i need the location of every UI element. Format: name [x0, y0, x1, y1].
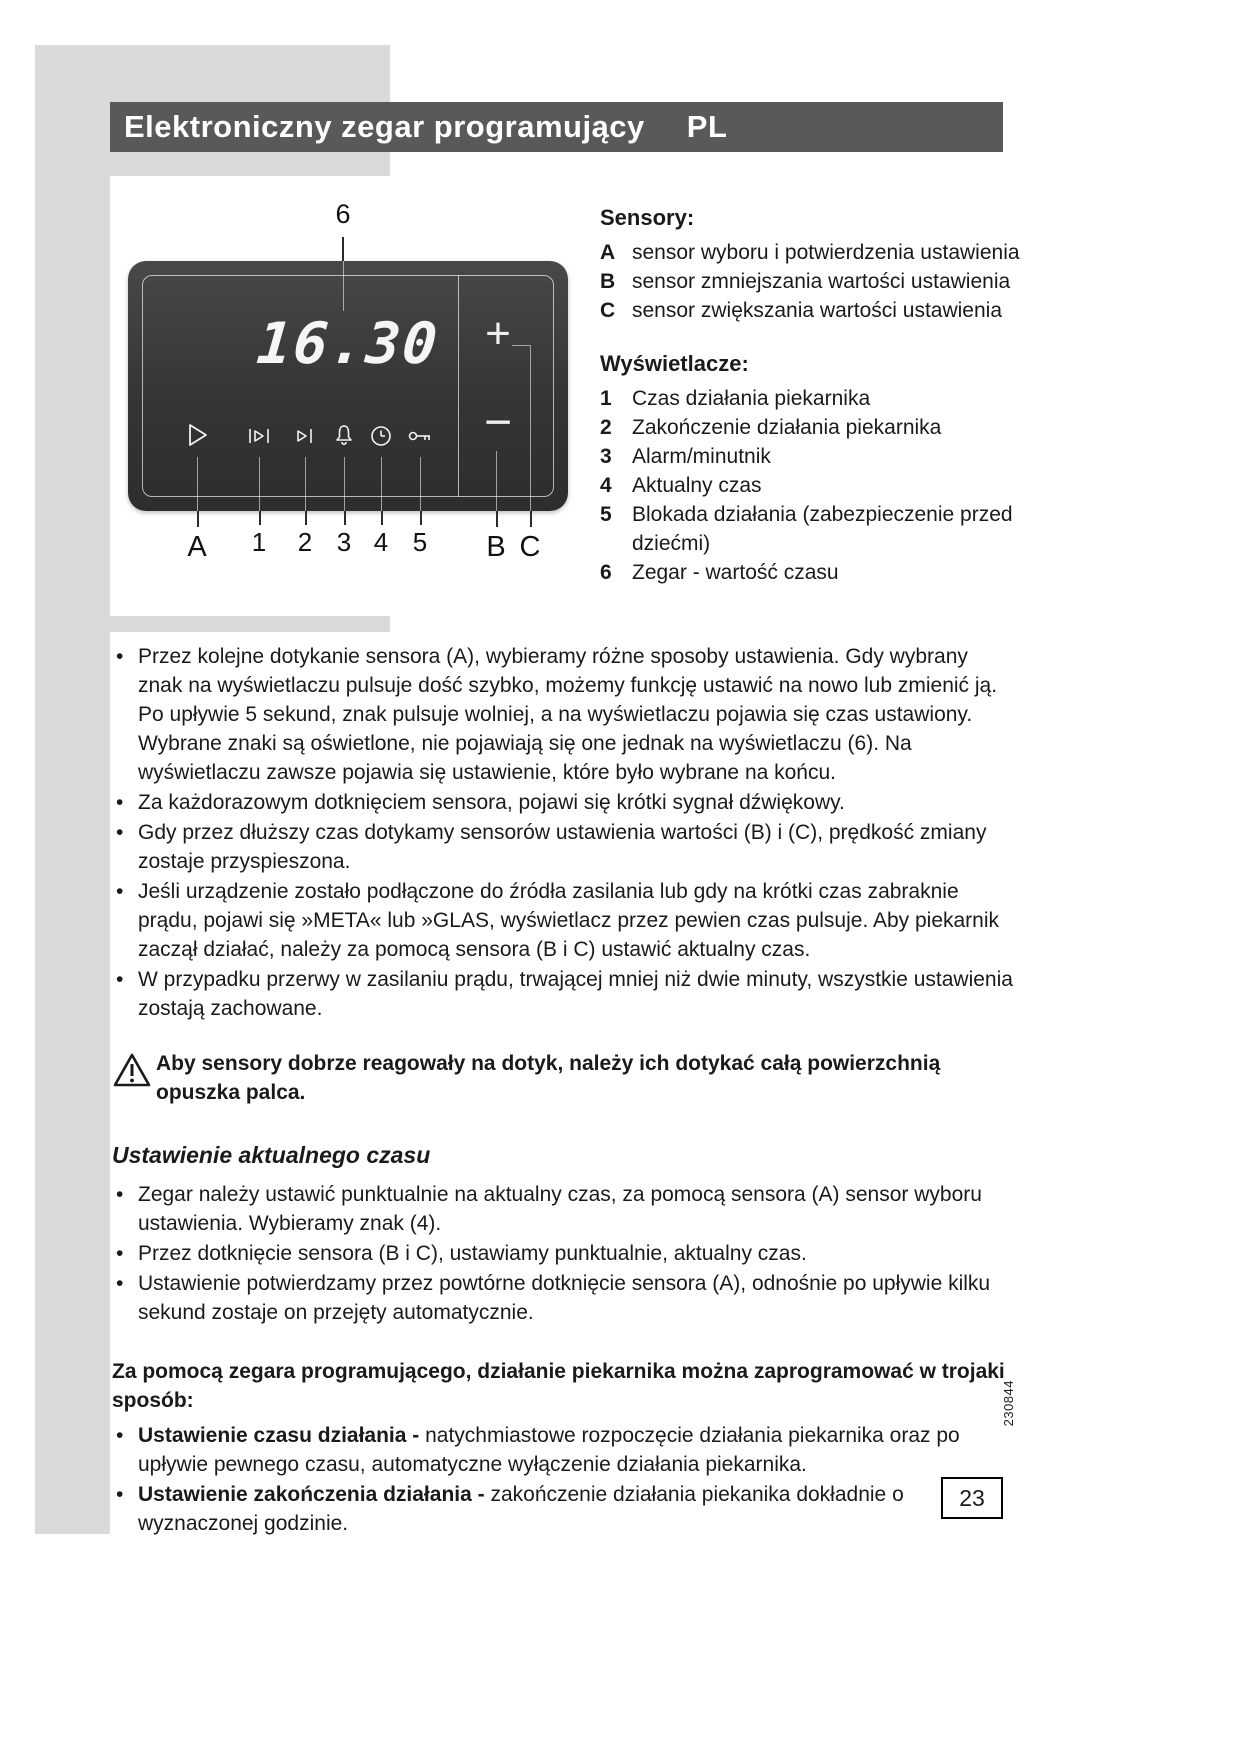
minus-sensor-b: −: [483, 396, 513, 449]
legend-text: Zakończenie działania piekarnika: [632, 416, 942, 439]
legend-row: [600, 238, 1035, 267]
legend-key: C: [600, 299, 616, 322]
display-divider-line: [458, 275, 459, 497]
legend-row: [600, 471, 1035, 500]
callout-line: [512, 345, 530, 346]
legend-key: 2: [600, 416, 612, 439]
callout-line: [342, 237, 344, 261]
legend-key: 5: [600, 503, 612, 526]
callout-line: [381, 511, 383, 525]
body-text-column: [112, 642, 1014, 1539]
legend-text: Blokada działania (zabezpieczenie przed dziećmi): [632, 503, 1013, 555]
callout-line: [381, 457, 382, 511]
legend-row: [600, 384, 1035, 413]
page-title: Elektroniczny zegar programujący: [124, 109, 645, 144]
legend-key: 6: [600, 561, 612, 584]
warning-text: Aby sensory dobrze reagowały na dotyk, należy ich dotykać całą powierzchnią opuszka palca.: [156, 1052, 941, 1104]
list-item: [112, 1239, 1014, 1268]
callout-line: [343, 261, 344, 311]
language-tag: PL: [686, 109, 728, 144]
plus-sensor-c: +: [485, 309, 511, 358]
callout-label-1: 1: [251, 527, 267, 557]
list-item: [112, 965, 1014, 1023]
alarm-icon: [332, 422, 356, 448]
bullet-marker: •: [116, 1242, 124, 1265]
list-item: [112, 1421, 1014, 1479]
bullet-marker: •: [116, 1183, 124, 1206]
legend-key: B: [600, 270, 616, 293]
bullet-marker: •: [116, 821, 124, 844]
callout-line: [530, 345, 531, 511]
callout-line: [305, 457, 306, 511]
legend-text: Aktualny czas: [632, 474, 762, 497]
list-item: [112, 642, 1014, 787]
list-item: [112, 818, 1014, 876]
bullet-text: [138, 1421, 1014, 1479]
legend-row: [600, 267, 1035, 296]
clock-icon: [368, 423, 394, 449]
legend-key: 4: [600, 474, 612, 497]
callout-label-4: 4: [373, 527, 389, 557]
callout-line: [496, 451, 497, 511]
bullet-rest: zakończenie działania piekanika dokładnie o wyznaczonej godzinie.: [138, 1483, 904, 1535]
bullet-text: Przez kolejne dotykanie sensora (A), wybieramy różne sposoby ustawienia. Gdy wybrany znak na wyświetlaczu pulsuje dość szybko, możemy funkcję ustawić na nowo lub zmienić ją. Po upływie 5 sekund, znak pulsuje wolniej, a na wyświetlaczu pojawia się czas ustawiony. Wybrane znaki są oświetlone, nie pojawiają się one jednak na wyświetlaczu (6). Na wyświetlaczu zawsze pojawia się ustawienie, które było wybrane na końcu.: [138, 645, 998, 784]
page-number: 23: [959, 1484, 985, 1511]
legend-row: [600, 296, 1035, 325]
bullet-text: Przez dotknięcie sensora (B i C), ustawiamy punktualnie, aktualny czas.: [138, 1242, 807, 1265]
bullet-marker: •: [116, 1483, 124, 1506]
section-heading-set-time: Ustawienie aktualnego czasu: [112, 1142, 431, 1168]
legend-key: A: [600, 241, 616, 264]
legend-text: Zegar - wartość czasu: [632, 561, 839, 584]
bullet-text: [138, 1480, 1014, 1538]
callout-label-2: 2: [297, 527, 313, 557]
bullet-marker: •: [116, 968, 124, 991]
legend-key: 1: [600, 387, 612, 410]
callout-label-b: B: [486, 531, 506, 563]
document-code: 230844: [1001, 1380, 1016, 1427]
list-item: [112, 1269, 1014, 1327]
end-time-icon: [293, 423, 317, 449]
bullet-text: Ustawienie potwierdzamy przez powtórne dotknięcie sensora (A), odnośnie po upływie kilku sekund zostaje on przejęty automatycznie.: [138, 1272, 991, 1324]
programming-intro: Za pomocą zegara programującego, działanie piekarnika można zaprogramować w trojaki sposób:: [112, 1360, 1005, 1412]
callout-line: [259, 457, 260, 511]
legend-text: sensor zwiększania wartości ustawienia: [632, 299, 1002, 322]
bake-time-icon: [246, 423, 272, 449]
list-item: [112, 1180, 1014, 1238]
bullet-text: Za każdorazowym dotknięciem sensora, pojawi się krótki sygnał dźwiękowy.: [138, 791, 845, 814]
list-item: [112, 788, 1014, 817]
callout-line: [344, 511, 346, 525]
bullet-lead: Ustawienie zakończenia działania -: [138, 1483, 485, 1506]
legend-row: [600, 442, 1035, 471]
callout-line: [197, 457, 198, 511]
time-display: 16.30: [254, 311, 442, 377]
callout-line: [344, 457, 345, 511]
callout-line: [305, 511, 307, 525]
bullet-lead: Ustawienie czasu działania -: [138, 1424, 420, 1447]
bullet-text: Zegar należy ustawić punktualnie na aktualny czas, za pomocą sensora (A) sensor wyboru ustawienia. Wybieramy znak (4).: [138, 1183, 982, 1235]
legend-text: Czas działania piekarnika: [632, 387, 871, 410]
bullet-text: Jeśli urządzenie zostało podłączone do źródła zasilania lub gdy na krótki czas zabraknie prądu, pojawi się »META« lub »GLAS, wyświetlacz przez pewien czas pulsuje. Aby piekarnik zaczął działać, należy za pomocą sensora (B i C) ustawić aktualny czas.: [138, 880, 1000, 961]
callout-label-3: 3: [336, 527, 352, 557]
callout-line: [420, 457, 421, 511]
bullet-text: W przypadku przerwy w zasilaniu prądu, trwającej mniej niż dwie minuty, wszystkie ustawienia zostają zachowane.: [138, 968, 1013, 1020]
bullet-marker: •: [116, 1272, 124, 1295]
list-item: [112, 877, 1014, 964]
bullet-marker: •: [116, 880, 124, 903]
callout-line: [496, 511, 498, 527]
legend-row: [600, 500, 1035, 558]
callout-line: [420, 511, 422, 525]
legend-text: sensor wyboru i potwierdzenia ustawienia: [632, 241, 1020, 264]
bullet-rest: natychmiastowe rozpoczęcie działania piekarnika oraz po upływie pewnego czasu, automatyczne wyłączenie działania piekarnika.: [138, 1424, 960, 1476]
legend-row: [600, 413, 1035, 442]
clock-display-panel: [128, 261, 568, 511]
bullet-marker: •: [116, 645, 124, 668]
callout-label-a: A: [187, 531, 207, 563]
bullet-text: Gdy przez dłuższy czas dotykamy sensorów ustawienia wartości (B) i (C), prędkość zmiany zostaje przyspieszona.: [138, 821, 987, 873]
callout-line: [530, 511, 532, 527]
child-lock-key-icon: [406, 423, 434, 449]
page-number-box: [941, 1477, 1003, 1519]
legend-text: Alarm/minutnik: [632, 445, 771, 468]
legend-key: 3: [600, 445, 612, 468]
clock-figure: [110, 195, 580, 585]
warning-note: [112, 1049, 1014, 1107]
sensors-heading: Sensory:: [600, 205, 695, 230]
displays-heading: Wyświetlacze:: [600, 351, 749, 376]
legend-row: [600, 558, 1035, 587]
list-item: [112, 1480, 1014, 1538]
callout-line: [197, 511, 199, 527]
page-title-bar: [110, 102, 1003, 152]
bullet-marker: •: [116, 791, 124, 814]
warning-icon: [112, 1049, 156, 1096]
callout-line: [259, 511, 261, 525]
legend-column: [600, 203, 1035, 587]
callout-label-c: C: [519, 531, 541, 563]
gray-band-left: [35, 45, 110, 1534]
bullet-marker: •: [116, 1424, 124, 1447]
legend-text: sensor zmniejszania wartości ustawienia: [632, 270, 1011, 293]
start-sensor-icon: [182, 420, 212, 450]
callout-label-5: 5: [412, 527, 428, 557]
callout-label-6: 6: [335, 199, 351, 229]
